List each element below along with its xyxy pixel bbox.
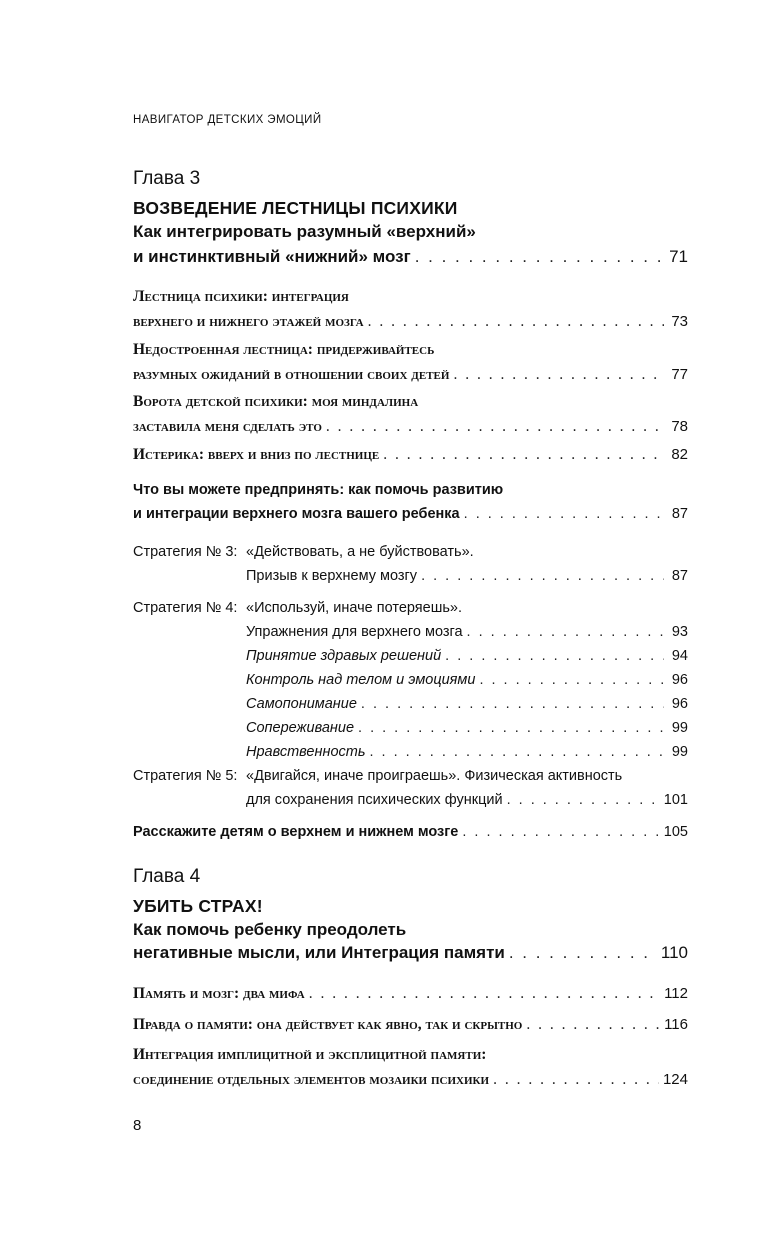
page-ref: 112	[664, 985, 688, 1002]
entry-text-line1: Интеграция имплицитной и эксплицитной памяти:	[133, 1046, 487, 1063]
strategy-label: Стратегия № 3:	[133, 544, 238, 560]
leader-dots	[368, 309, 664, 334]
entry-text: и инстинктивный «нижний» мозг	[133, 247, 411, 266]
leader-dots	[479, 668, 664, 692]
page-ref: 82	[671, 446, 688, 463]
chapter-3-title: ВОЗВЕДЕНИЕ ЛЕСТНИЦЫ ПСИХИКИ	[133, 198, 458, 218]
entry-text: Самопонимание	[246, 696, 357, 712]
entry-text-line2: и интеграции верхнего мозга вашего ребенка	[133, 506, 460, 522]
entry-text-line1: Что вы можете предпринять: как помочь развитию	[133, 482, 504, 498]
toc-entry-section[interactable]	[133, 284, 688, 334]
toc-entry-what-you-can-do[interactable]	[133, 478, 688, 526]
chapter-4-subtitle-line1: Как помочь ребенку преодолеть	[133, 920, 407, 939]
toc-entry-strategy-3[interactable]	[133, 540, 688, 588]
leader-dots	[358, 716, 664, 740]
entry-text-line1: Ворота детской психики: моя миндалина	[133, 393, 419, 410]
page-ref: 71	[669, 247, 688, 266]
page-ref: 105	[663, 824, 688, 840]
page-number: 8	[133, 1117, 142, 1134]
page-ref: 124	[662, 1071, 688, 1088]
page-ref: 110	[660, 943, 688, 962]
entry-text-line1: «Действовать, а не буйствовать».	[246, 544, 474, 560]
entry-text: Контроль над телом и эмоциями	[246, 672, 476, 688]
entry-text: Память и мозг: два мифа	[133, 985, 305, 1002]
page-ref: 116	[664, 1016, 688, 1033]
leader-dots	[369, 740, 664, 764]
page-ref: 77	[671, 366, 688, 383]
toc-subentry[interactable]	[246, 740, 688, 764]
entry-text-line1: «Используй, иначе потеряешь».	[246, 600, 462, 616]
page-ref: 73	[671, 313, 688, 330]
toc-entry-tell-kids[interactable]	[133, 820, 688, 844]
entry-text: Истерика: вверх и вниз по лестнице	[133, 446, 380, 463]
page-ref: 94	[671, 648, 688, 664]
entry-text: Сопереживание	[246, 720, 355, 736]
toc-entry-section[interactable]	[133, 337, 688, 387]
entry-text-line2: Призыв к верхнему мозгу	[246, 568, 418, 584]
leader-dots	[326, 414, 664, 439]
entry-text: Нравственность	[246, 744, 366, 760]
entry-text-line2: для сохранения психических функций	[246, 792, 503, 808]
page-ref: 93	[671, 624, 688, 640]
leader-dots	[507, 788, 660, 812]
leader-dots	[462, 820, 659, 844]
leader-dots	[415, 244, 664, 270]
leader-dots	[526, 1012, 660, 1037]
page-ref: 99	[671, 720, 688, 736]
entry-text-line2: верхнего и нижнего этажей мозга	[133, 313, 364, 330]
toc-subentry[interactable]	[246, 692, 688, 716]
chapter-3-subtitle-line1: Как интегрировать разумный «верхний»	[133, 222, 476, 241]
page-ref: 99	[671, 744, 688, 760]
strategy-label: Стратегия № 5:	[133, 768, 238, 784]
toc-entry-section[interactable]	[133, 389, 688, 439]
toc-subentry[interactable]	[246, 668, 688, 692]
toc-entry-section[interactable]	[133, 1012, 688, 1037]
leader-dots	[493, 1067, 659, 1092]
chapter-4-label: Глава 4	[133, 866, 201, 887]
leader-dots	[361, 692, 664, 716]
leader-dots	[383, 442, 664, 467]
leader-dots	[464, 502, 664, 526]
page-ref: 87	[671, 506, 688, 522]
page-ref: 101	[663, 792, 688, 808]
entry-text-line2: разумных ожиданий в отношении своих детей	[133, 366, 450, 383]
entry-text-line1: Недостроенная лестница: придерживайтесь	[133, 341, 435, 358]
toc-subentry[interactable]	[246, 716, 688, 740]
toc-entry-section[interactable]	[133, 442, 688, 467]
entry-text-line2: соединение отдельных элементов мозаики психики	[133, 1071, 490, 1088]
leader-dots	[509, 940, 657, 966]
entry-text: Упражнения для верхнего мозга	[246, 624, 463, 640]
entry-text-line1: «Двигайся, иначе проиграешь». Физическая активность	[246, 768, 623, 784]
entry-text: Правда о памяти: она действует как явно, так и скрытно	[133, 1016, 523, 1033]
toc-entry-section[interactable]	[133, 981, 688, 1006]
toc-entry-strategy-4[interactable]	[133, 596, 688, 764]
toc-page	[133, 0, 688, 1240]
leader-dots	[445, 644, 664, 668]
entry-text: Принятие здравых решений	[246, 648, 442, 664]
page-ref: 96	[671, 672, 688, 688]
toc-entry-chapter-3-subtitle[interactable]	[133, 244, 688, 270]
entry-text-line2: заставила меня сделать это	[133, 418, 322, 435]
toc-entry-chapter-4-subtitle[interactable]	[133, 940, 688, 966]
leader-dots	[421, 564, 664, 588]
leader-dots	[467, 620, 664, 644]
running-head: НАВИГАТОР ДЕТСКИХ ЭМОЦИЙ	[133, 114, 322, 126]
entry-text: негативные мысли, или Интеграция памяти	[133, 943, 505, 962]
leader-dots	[309, 981, 660, 1006]
page-ref: 78	[671, 418, 688, 435]
toc-entry-strategy-5[interactable]	[133, 764, 688, 812]
leader-dots	[453, 362, 664, 387]
strategy-label: Стратегия № 4:	[133, 600, 238, 616]
entry-text: Расскажите детям о верхнем и нижнем мозге	[133, 824, 459, 840]
chapter-3-label: Глава 3	[133, 168, 201, 189]
chapter-4-title: УБИТЬ СТРАХ!	[133, 896, 263, 916]
toc-subentry[interactable]	[246, 644, 688, 668]
toc-entry-section[interactable]	[133, 1042, 688, 1092]
toc-subentry[interactable]	[246, 620, 688, 644]
page-ref: 87	[671, 568, 688, 584]
entry-text-line1: Лестница психики: интеграция	[133, 288, 349, 305]
page-ref: 96	[671, 696, 688, 712]
